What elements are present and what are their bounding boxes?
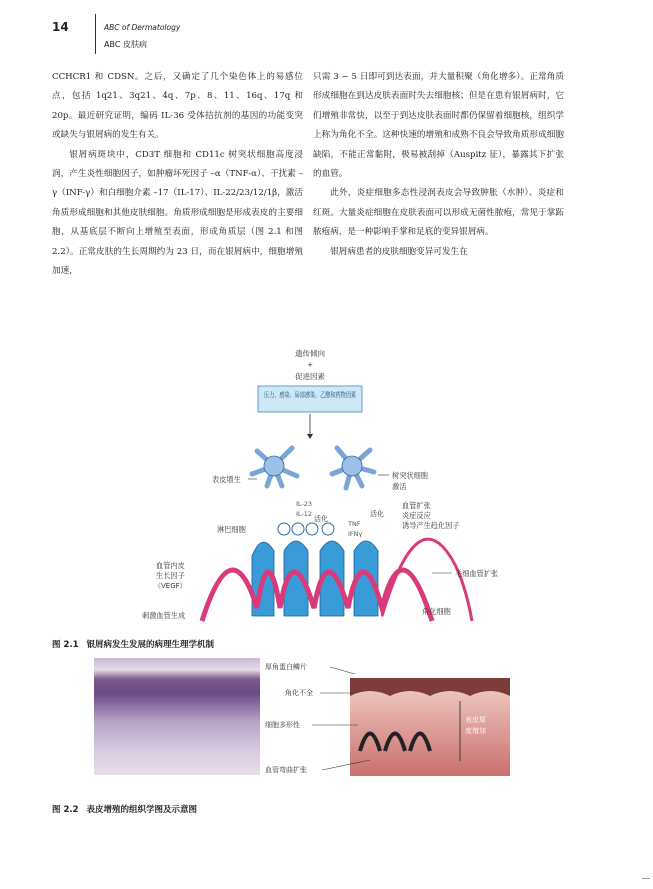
vessel-label: 血管弯曲扩张 [265,766,307,774]
factor-label: 促进因素 [295,372,325,381]
pleomorphism-label: 细胞多形性 [265,721,300,729]
dendritic-cell-right [332,448,374,488]
tnf-label: TNF [348,520,361,528]
figure-2-2-schematic [260,656,590,781]
plus-sign: + [307,361,313,369]
page-header [52,14,612,54]
ifn-label: IFNγ [348,530,363,538]
paragraph: 只需 3 ~ 5 日即可到达表面，并大量积聚（角化增多）。正常角质形成细胞在到达皮肤表面时失去细胞核；但是在患有银屑病时，它们增殖非常快，以至于到达皮肤表面时都仍保留着细胞核，组织学上称为角化不全。这种快速的增殖和成熟不良会导致角质形成细胞缺陷，不能正常黏附，极易被刮掉（Auspitz 征），暴露其下扩张的血管。 [313,72,564,180]
paragraph: 银屑病患者的皮肤细胞变异可发生在 [330,246,468,257]
caption-label: 图 2.2 [52,805,79,815]
activation-label-2: 活化 [370,510,384,518]
vegf-label-3: （VEGF） [154,582,187,590]
body-column-right [313,68,564,262]
book-title-zh: ABC 皮肤病 [104,40,147,49]
angiogenesis-label: 刺激血管生成 [142,611,186,620]
dendritic-cell-left [252,448,297,486]
paragraph: 此外，炎症细胞多态性浸润表皮会导致肿胀（水肿）、炎症和红斑。大量炎症细胞在皮肤表面可以形成无菌性脓疱，常见于掌跖脓疱病，是一种影响手掌和足底的变异银屑病。 [313,188,564,238]
caption-text: 表皮增殖的组织学图及示意图 [86,805,198,815]
thickening-label-1: 表皮厚 [465,716,486,724]
paragraph: 银屑病斑块中，CD3T 细胞和 CD11c 树突状细胞高度浸润，产生炎性细胞因子，如肿瘤坏死因子 –α（TNF-α）、干扰素 –γ（INF-γ）和白细胞介素 –17（IL-17）、IL-22/23/12/1β，激活角质形成细胞和其他皮肤细胞。角质形成细胞是形成表皮的主要细胞，从基底层不断向上增殖至表面，形成角质层（图 2.1 和图 2.2）。正常皮肤的生长周期约为 23 日，而在银屑病中，细胞增殖加速， [52,149,303,277]
thickening-label-2: 度增加 [465,727,486,735]
crop-mark [642,878,650,879]
epidermal-hyperplasia-label: 表皮增生 [212,475,241,484]
il12-label: IL-12 [296,510,313,518]
parakeratosis-label: 角化不全 [285,689,313,697]
figure-2-2-caption [52,803,197,815]
vasodilation-label: 血管扩张 [402,501,431,510]
lymphocytes [278,523,334,535]
vegf-label-2: 生长因子 [156,571,185,580]
il23-label: IL-23 [296,500,313,508]
genetic-label: 遗传倾向 [295,349,325,358]
arrowhead [307,434,313,439]
dendritic-cell-label: 树突状细胞 [392,471,428,480]
figure-2-1-caption [52,638,214,650]
chemokine-label: 诱导产生趋化因子 [402,521,460,530]
vegf-label-1: 血管内皮 [156,561,185,570]
inflammation-label: 炎症反应 [402,511,431,520]
page-number: 14 [52,20,69,34]
scale-label: 厚角蛋白鳞片 [265,663,307,671]
caption-text: 银屑病发生发展的病理生理学机制 [86,640,215,650]
histology-image [94,658,260,775]
activation-label-1: 活化 [314,515,328,523]
header-divider [95,14,96,54]
keratinocyte-label: 角化细胞 [422,607,451,616]
dendritic-activated-label: 激活 [392,482,407,491]
trigger-box [258,386,387,412]
paragraph: CCHCR1 和 CDSN。之后，又确定了几个染色体上的易感位点，包括 1q21、3q21、4q、7p、8、11、16q、17q 和 20p。最近研究证明，编码 IL-36 受体拮抗剂的基因的功能变突或缺失与银屑病的发生有关。 [52,72,303,141]
leader-line [330,667,355,674]
caption-label: 图 2.1 [52,640,79,650]
book-title-en: ABC of Dermatology [104,23,181,32]
figure-2-1-diagram [52,346,612,630]
body-column-left [52,68,303,281]
lymphocyte-label: 淋巴细胞 [217,525,246,534]
trigger-box-text: 压力、感染、局部感染、乙醇和药物因素 [264,391,387,399]
capillary-dilation-label: 毛细血管扩张 [455,569,499,578]
